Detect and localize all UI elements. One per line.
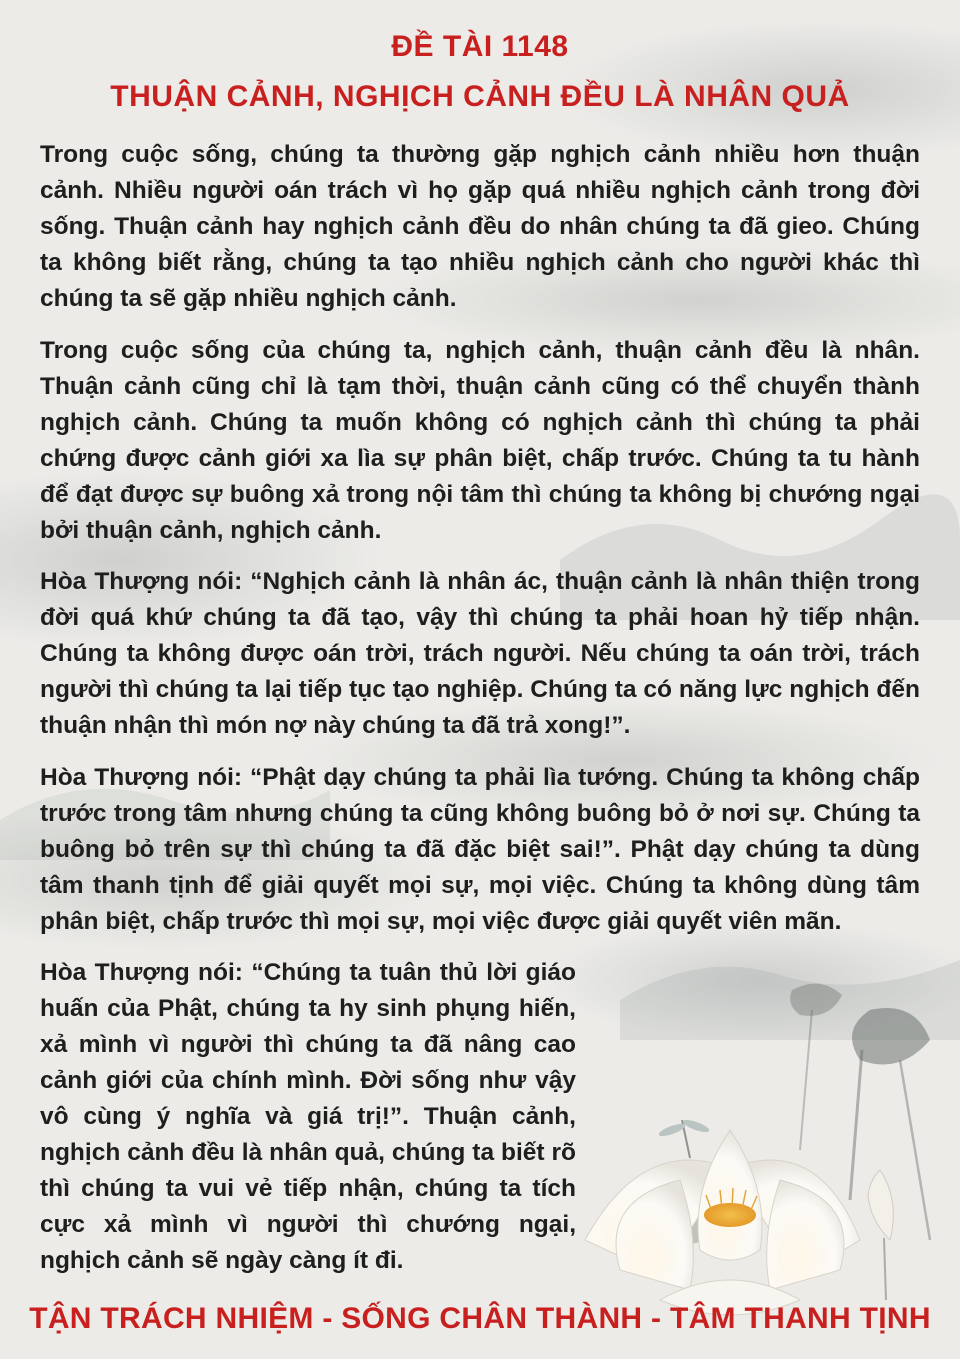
- paragraph-4: Hòa Thượng nói: “Phật dạy chúng ta phải lìa tướng. Chúng ta không chấp trước trong tâm nhưng chúng ta cũng không buông bỏ ở nơi sự. Chúng ta buông bỏ trên sự thì chúng ta đã đặc biệt sai!”. Phật dạy chúng ta dùng tâm thanh tịnh để giải quyết mọi sự, mọi việc. Chúng ta không dùng tâm phân biệt, chấp trước thì mọi sự, mọi việc được giải quyết viên mãn.: [40, 764, 920, 935]
- paragraph-2: Trong cuộc sống của chúng ta, nghịch cảnh, thuận cảnh đều là nhân. Thuận cảnh cũng chỉ là tạm thời, thuận cảnh cũng có thể chuyển thành nghịch cảnh. Chúng ta muốn không có nghịch cảnh thì chúng ta phải chứng được cảnh giới xa lìa sự phân biệt, chấp trước. Chúng ta tu hành để đạt được sự buông xả trong nội tâm thì chúng ta không bị chướng ngại bởi thuận cảnh, nghịch cảnh.: [40, 337, 920, 544]
- paragraph-5: Hòa Thượng nói: “Chúng ta tuân thủ lời giáo huấn của Phật, chúng ta hy sinh phụng hiến, xả mình vì người thì chúng ta đã nâng cao cảnh giới của chính mình. Đời sống như vậy vô cùng ý nghĩa và giá trị!”. Thuận cảnh, nghịch cảnh đều là nhân quả, chúng ta biết rõ thì chúng ta vui vẻ tiếp nhận, chúng ta tích cực xả mình vì người thì chướng ngại, nghịch cảnh sẽ ngày càng ít đi.: [40, 959, 576, 1274]
- paragraph-3: Hòa Thượng nói: “Nghịch cảnh là nhân ác, thuận cảnh là nhân thiện trong đời quá khứ chúng ta đã tạo, vậy thì chúng ta phải hoan hỷ tiếp nhận. Chúng ta không được oán trời, trách người. Nếu chúng ta oán trời, trách người thì chúng ta lại tiếp tục tạo nghiệp. Chúng ta có năng lực nghịch đến thuận nhận thì món nợ này chúng ta đã trả xong!”.: [40, 568, 920, 739]
- paragraph-1: Trong cuộc sống, chúng ta thường gặp nghịch cảnh nhiều hơn thuận cảnh. Nhiều người oán trách vì họ gặp quá nhiều nghịch cảnh trong đời sống. Thuận cảnh hay nghịch cảnh đều do nhân chúng ta đã gieo. Chúng ta không biết rằng, chúng ta tạo nhiều nghịch cảnh cho người khác thì chúng ta sẽ gặp nhiều nghịch cảnh.: [40, 141, 920, 312]
- footer-motto: TẬN TRÁCH NHIỆM - SỐNG CHÂN THÀNH - TÂM THANH TỊNH: [29, 1302, 931, 1335]
- topic-number: ĐỀ TÀI 1148: [391, 30, 569, 63]
- page-title: THUẬN CẢNH, NGHỊCH CẢNH ĐỀU LÀ NHÂN QUẢ: [110, 80, 850, 113]
